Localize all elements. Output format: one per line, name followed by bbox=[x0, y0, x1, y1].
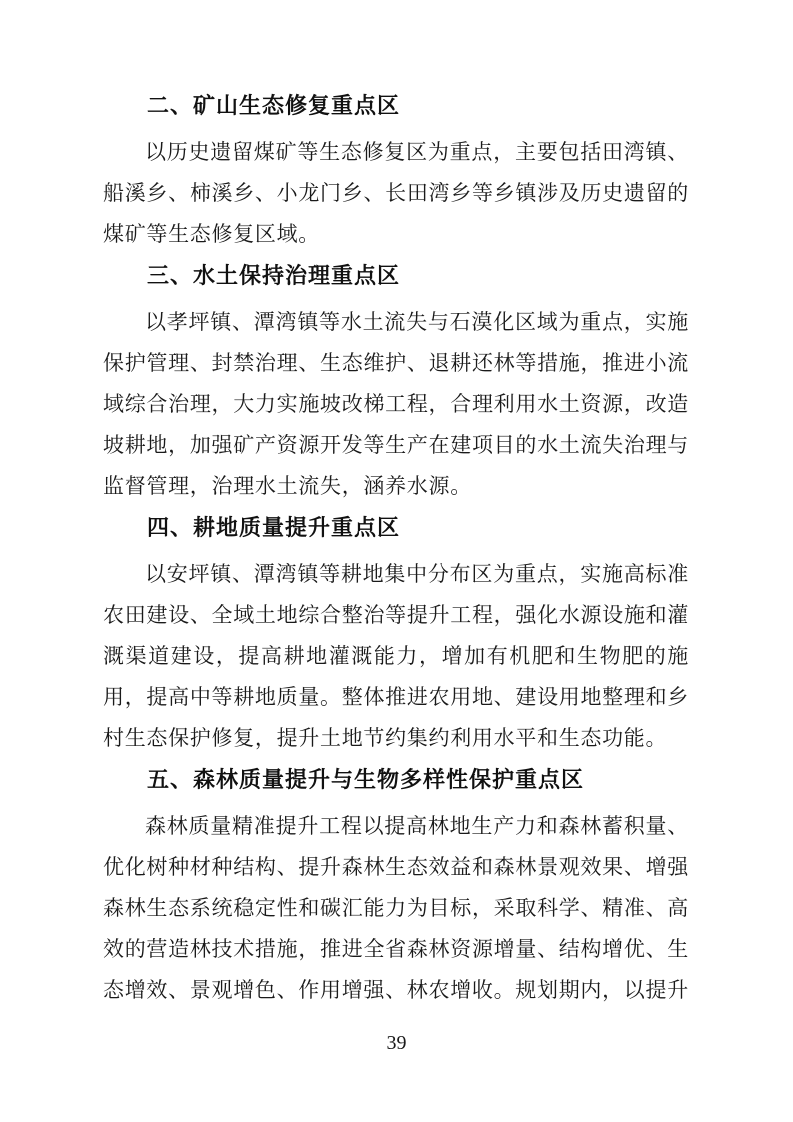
section-paragraph: 以孝坪镇、潭湾镇等水土流失与石漠化区域为重点，实施保护管理、封禁治理、生态维护、退耕还林等措施，推进小流域综合治理，大力实施坡改梯工程，合理利用水土资源，改造坡耕地，加强矿产资源开发等生产在建项目的水土流失治理与监督管理，治理水土流失，涵养水源。 bbox=[103, 310, 689, 498]
section-heading: 二、矿山生态修复重点区 bbox=[147, 93, 401, 118]
section-mine-restoration bbox=[103, 85, 689, 255]
section-farmland-quality bbox=[103, 507, 689, 759]
document-content bbox=[103, 85, 689, 1011]
page-number: 39 bbox=[386, 1032, 407, 1054]
section-heading: 五、森林质量提升与生物多样性保护重点区 bbox=[147, 767, 585, 792]
section-paragraph: 以历史遗留煤矿等生态修复区为重点，主要包括田湾镇、船溪乡、柿溪乡、小龙门乡、长田湾乡等乡镇涉及历史遗留的煤矿等生态修复区域。 bbox=[103, 140, 689, 246]
section-paragraph: 森林质量精准提升工程以提高林地生产力和森林蓄积量、优化树种材种结构、提升森林生态效益和森林景观效果、增强森林生态系统稳定性和碳汇能力为目标，采取科学、精准、高效的营造林技术措施，推进全省森林资源增量、结构增优、生态增效、景观增色、作用增强、林农增收。规划期内，以提升 bbox=[103, 814, 689, 1002]
section-heading: 四、耕地质量提升重点区 bbox=[147, 515, 401, 540]
section-paragraph: 以安坪镇、潭湾镇等耕地集中分布区为重点，实施高标准农田建设、全域土地综合整治等提升工程，强化水源设施和灌溉渠道建设，提高耕地灌溉能力，增加有机肥和生物肥的施用，提高中等耕地质量。整体推进农用地、建设用地整理和乡村生态保护修复，提升土地节约集约利用水平和生态功能。 bbox=[103, 562, 689, 750]
section-forest-quality-biodiversity bbox=[103, 759, 689, 1011]
section-soil-water-conservation bbox=[103, 255, 689, 507]
section-heading: 三、水土保持治理重点区 bbox=[147, 263, 401, 288]
